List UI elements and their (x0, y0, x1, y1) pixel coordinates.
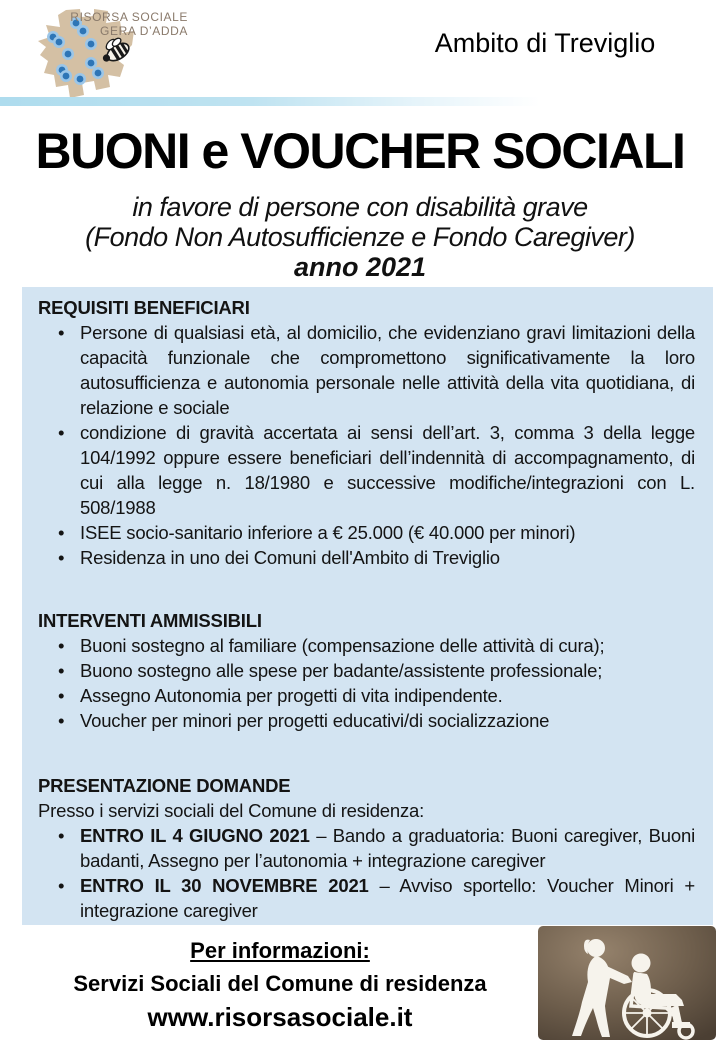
caregiver-wheelchair-icon (538, 926, 716, 1040)
footer-info-block (18, 938, 542, 1033)
list-item: • Voucher per minori per progetti educativi/di socializzazione (38, 708, 695, 733)
deadline-date: ENTRO IL 30 NOVEMBRE 2021 (80, 875, 369, 896)
footer-website-link[interactable]: www.risorsasociale.it (147, 1002, 413, 1032)
section-heading-interventi: INTERVENTI AMMISSIBILI (38, 610, 262, 631)
page-subtitle-2: (Fondo Non Autosufficienze e Fondo Caregiver) (85, 222, 635, 252)
list-item: • ISEE socio-sanitario inferiore a € 25.000 (€ 40.000 per minori) (38, 520, 695, 545)
risorsa-sociale-logo (36, 6, 336, 102)
list-item: • Buoni sostegno al familiare (compensazione delle attività di cura); (38, 633, 695, 658)
section-heading-presentazione: PRESENTAZIONE DOMANDE (38, 775, 291, 796)
list-item (38, 823, 695, 873)
section-intro-presentazione: Presso i servizi sociali del Comune di residenza: (38, 800, 425, 821)
footer-info-label: Per informazioni: (190, 938, 370, 963)
list-item (38, 873, 695, 923)
header-divider-bar (0, 97, 720, 106)
list-item: • Residenza in uno dei Comuni dell'Ambito di Treviglio (38, 545, 695, 570)
deadline-date: ENTRO IL 4 GIUGNO 2021 (80, 825, 310, 846)
region-title: Ambito di Treviglio (434, 28, 656, 58)
list-item: • Persone di qualsiasi età, al domicilio, che evidenziano gravi limitazioni della capacità funzionale che compromettono significativamente la loro autosufficienza e autonomia personale nelle attività della vita quotidiana, di relazione e sociale (38, 320, 695, 420)
section-heading-requisiti: REQUISITI BENEFICIARI (38, 297, 250, 318)
logo-map-icon (36, 6, 336, 102)
list-item: • Assegno Autonomia per progetti di vita indipendente. (38, 683, 695, 708)
logo-text-line1: RISORSA SOCIALE (70, 10, 188, 24)
page-subtitle-year: anno 2021 (293, 252, 427, 282)
page-subtitle-1: in favore di persone con disabilità grave (132, 192, 588, 222)
list-item: • condizione di gravità accertata ai sensi dell’art. 3, comma 3 della legge 104/1992 oppure essere beneficiari dell’indennità di accompagnamento, di cui alla legge n. 18/1980 e successive modifiche/integrazioni con L. 508/1988 (38, 420, 695, 520)
info-panel (22, 287, 713, 925)
list-item: • Buono sostegno alle spese per badante/assistente professionale; (38, 658, 695, 683)
page-title: BUONI e VOUCHER SOCIALI (35, 123, 685, 179)
deadline-detail: – Bando a graduatoria: Buoni caregiver, Buoni badanti, Assegno per l’autonomia + integrazione caregiver (80, 825, 695, 871)
deadline-detail: – Avviso sportello: Voucher Minori + integrazione caregiver (80, 875, 695, 921)
footer-services-line: Servizi Sociali del Comune di residenza (73, 971, 487, 996)
wheelchair-photo (538, 926, 716, 1040)
logo-text-line2: GERA D’ADDA (100, 24, 188, 38)
